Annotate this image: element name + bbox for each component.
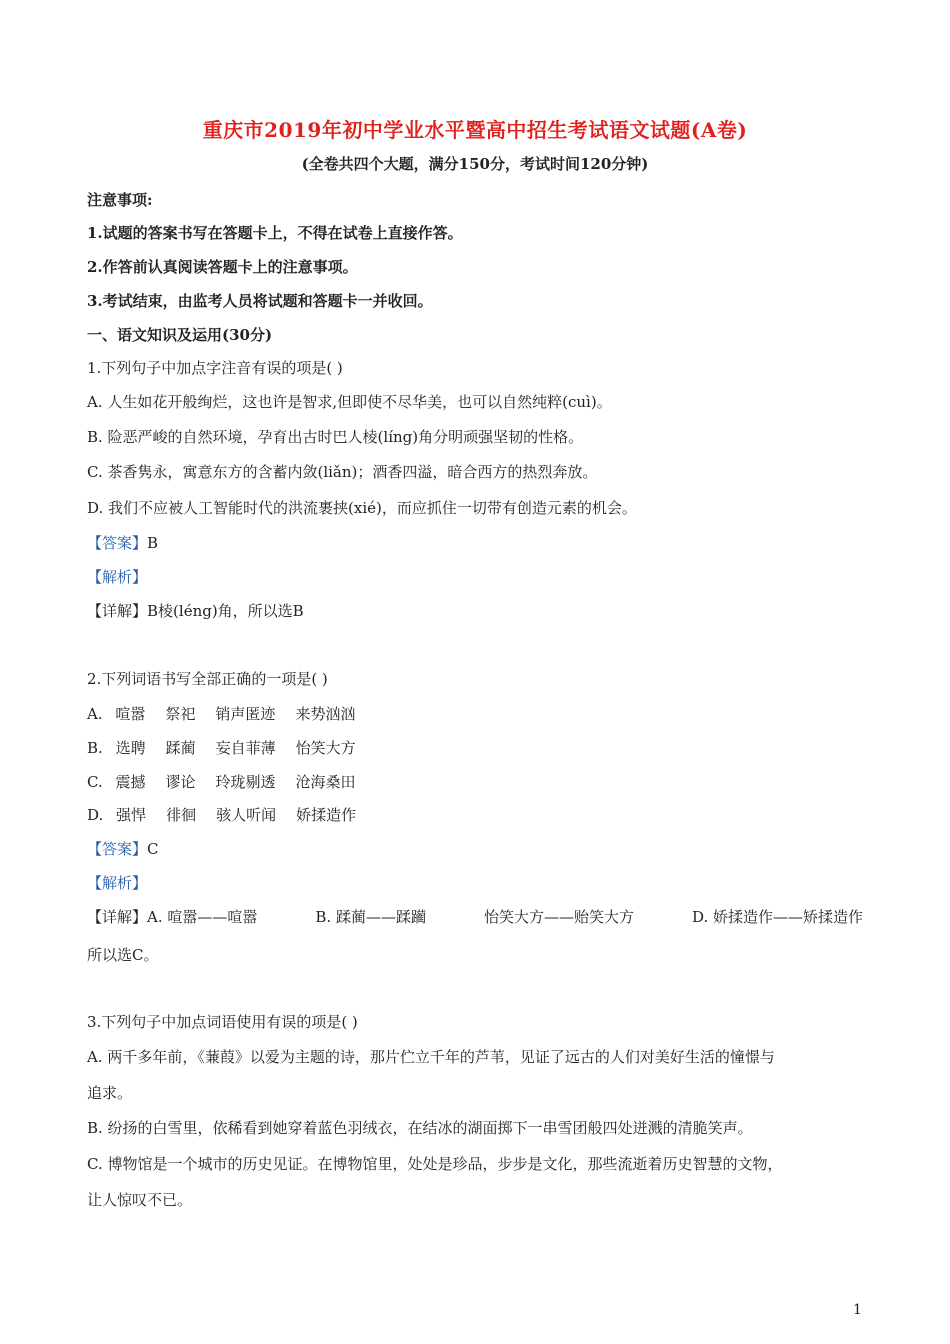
answer-label: 【答案】: [87, 840, 148, 858]
note-item: 2.作答前认真阅读答题卡上的注意事项。: [87, 258, 358, 276]
option-word: 喧嚣: [115, 705, 146, 723]
option-b: B. 险恶严峻的自然环境，孕育出古时巴人棱(líng)角分明顽强坚韧的性格。: [87, 428, 584, 446]
option-d: D. 我们不应被人工智能时代的洪流裹挟(xié)，而应抓住一切带有创造元素的机会。: [87, 499, 637, 517]
option-word: 震撼: [115, 773, 146, 791]
option-letter: B.: [87, 739, 103, 757]
notes-heading: 注意事项:: [87, 191, 153, 209]
option-word: 玲珑剔透: [215, 773, 276, 791]
option-word: 选聘: [115, 739, 146, 757]
option-a: [87, 704, 355, 724]
detail-part: D. 娇揉造作——矫揉造作: [691, 908, 863, 926]
answer-value: C: [147, 840, 159, 858]
note-item: 1.试题的答案书写在答题卡上，不得在试卷上直接作答。: [87, 224, 463, 242]
exam-title: 重庆市2019年初中学业水平暨高中招生考试语文试题(A卷): [202, 118, 748, 142]
option-c: C. 博物馆是一个城市的历史见证。在博物馆里，处处是珍品，步步是文化，那些流逝着历史智慧的文物，: [87, 1155, 783, 1173]
detail-part: 怡笑大方——贻笑大方: [483, 908, 634, 926]
answer-label: 【答案】: [87, 534, 148, 552]
detail-part: B. 蹂蔺——蹂躏: [315, 908, 426, 926]
question-stem: 2.下列词语书写全部正确的一项是( ): [87, 670, 328, 688]
option-word: 强悍: [116, 806, 147, 824]
detail-label: 【详解】: [87, 602, 148, 620]
option-word: 来势汹汹: [295, 705, 356, 723]
option-letter: A.: [87, 705, 103, 723]
option-word: 怡笑大方: [295, 739, 356, 757]
answer-line: [87, 533, 158, 553]
option-word: 沧海桑田: [295, 773, 356, 791]
detail-line: [87, 907, 863, 927]
option-word: 销声匿迹: [215, 705, 276, 723]
option-b: B. 纷扬的白雪里，依稀看到她穿着蓝色羽绒衣，在结冰的湖面掷下一串雪团般四处迸溅的清脆笑声。: [87, 1119, 753, 1137]
question-stem: 3.下列句子中加点词语使用有误的项是( ): [87, 1013, 358, 1031]
option-word: 谬论: [165, 773, 196, 791]
analysis-label: 【解析】: [87, 568, 148, 586]
option-b: [87, 738, 356, 758]
detail-text: B棱(léng)角，所以选B: [147, 602, 304, 620]
exam-subtitle: (全卷共四个大题，满分150分，考试时间120分钟): [301, 155, 649, 173]
option-word: 娇揉造作: [296, 806, 357, 824]
question-stem: 1.下列句子中加点字注音有误的项是( ): [87, 359, 343, 377]
option-c: C. 茶香隽永，寓意东方的含蓄内敛(liǎn)；酒香四溢，暗合西方的热烈奔放。: [87, 463, 598, 481]
detail-line: [87, 601, 304, 621]
option-letter: C.: [87, 773, 103, 791]
option-letter: D.: [87, 806, 104, 824]
option-word: 妄自菲薄: [215, 739, 276, 757]
detail-part: A. 喧嚣——喧嚣: [147, 908, 258, 926]
section-heading: 一、语文知识及运用(30分): [87, 326, 273, 344]
option-d: [87, 805, 356, 825]
option-c-continued: 让人惊叹不已。: [87, 1191, 193, 1209]
option-word: 祭祀: [165, 705, 196, 723]
answer-value: B: [147, 534, 159, 552]
option-word: 徘徊: [166, 806, 197, 824]
option-c: [87, 772, 356, 792]
option-word: 骇人听闻: [216, 806, 277, 824]
answer-line: [87, 839, 159, 859]
option-a: A. 人生如花开般绚烂，这也许是智求,但即使不尽华美，也可以自然纯粹(cuì)。: [87, 393, 612, 411]
page-number: 1: [853, 1302, 862, 1318]
analysis-label: 【解析】: [87, 874, 148, 892]
option-a-continued: 追求。: [87, 1084, 133, 1102]
detail-label: 【详解】: [87, 908, 148, 926]
note-item: 3.考试结束，由监考人员将试题和答题卡一并收回。: [87, 292, 433, 310]
option-a: A. 两千多年前，《蒹葭》以爱为主题的诗，那片伫立千年的芦苇，见证了远古的人们对美好生活的憧憬与: [87, 1048, 775, 1066]
detail-line-2: 所以选C。: [87, 946, 159, 964]
option-word: 蹂蔺: [165, 739, 196, 757]
